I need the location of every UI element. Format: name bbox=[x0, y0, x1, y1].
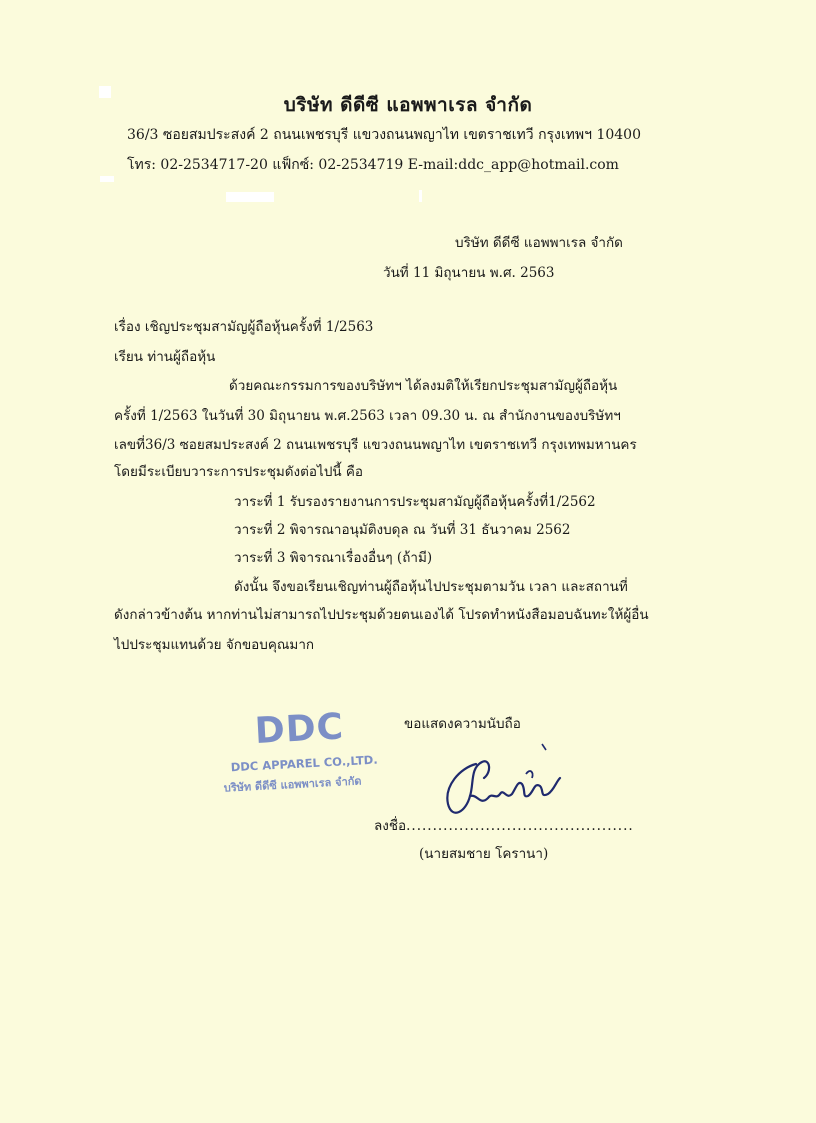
agenda-item: วาระที่ 3 พิจารณาเรื่องอื่นๆ (ถ้ามี) bbox=[234, 550, 433, 566]
handwritten-signature bbox=[430, 738, 580, 824]
body-line: ดังนั้น จึงขอเรียนเชิญท่านผู้ถือหุ้นไปประชุมตามวัน เวลา และสถานที่ bbox=[234, 579, 628, 595]
company-stamp bbox=[220, 701, 404, 800]
company-name: บริษัท ดีดีซี แอพพาเรล จำกัด bbox=[283, 94, 533, 116]
scan-mark bbox=[419, 190, 422, 202]
scan-mark bbox=[100, 176, 114, 182]
stamp-logo: DDC bbox=[253, 706, 346, 752]
body-line: ไปประชุมแทนด้วย จักขอบคุณมาก bbox=[114, 637, 315, 653]
signature-label-line bbox=[374, 814, 634, 836]
body-line: เลขที่36/3 ซอยสมประสงค์ 2 ถนนเพชรบุรี แขวงถนนพญาไท เขตราชเทวี กรุงเทพมหานคร bbox=[114, 437, 637, 453]
body-line: ครั้งที่ 1/2563 ในวันที่ 30 มิถุนายน พ.ศ.2563 เวลา 09.30 น. ณ สำนักงานของบริษัทฯ bbox=[114, 408, 621, 424]
agenda-item: วาระที่ 1 รับรองรายงานการประชุมสามัญผู้ถือหุ้นครั้งที่1/2562 bbox=[234, 494, 596, 510]
signature-dotted-line: ........................................... bbox=[406, 818, 634, 834]
salutation: เรียน ท่านผู้ถือหุ้น bbox=[114, 349, 216, 365]
closing: ขอแสดงความนับถือ bbox=[404, 716, 521, 732]
body-line: ดังกล่าวข้างต้น หากท่านไม่สามารถไปประชุมด้วยตนเองได้ โปรดทำหนังสือมอบฉันทะให้ผู้อื่น bbox=[114, 607, 649, 623]
company-contact: โทร: 02-2534717-20 แฟ็กซ์: 02-2534719 E-mail:ddc_app@hotmail.com bbox=[127, 157, 619, 173]
letter-date: วันที่ 11 มิถุนายน พ.ศ. 2563 bbox=[383, 265, 555, 281]
signatory-name: (นายสมชาย โครานา) bbox=[419, 846, 549, 862]
sender-company: บริษัท ดีดีซี แอพพาเรล จำกัด bbox=[455, 235, 623, 251]
stamp-name-th: บริษัท ดีดีซี แอพพาเรล จำกัด bbox=[223, 774, 362, 795]
scan-mark bbox=[226, 192, 274, 202]
company-address: 36/3 ซอยสมประสงค์ 2 ถนนเพชรบุรี แขวงถนนพญาไท เขตราชเทวี กรุงเทพฯ 10400 bbox=[127, 127, 641, 143]
stamp-name-en: DDC APPAREL CO.,LTD. bbox=[230, 752, 378, 775]
body-line: ด้วยคณะกรรมการของบริษัทฯ ได้ลงมติให้เรียกประชุมสามัญผู้ถือหุ้น bbox=[229, 378, 618, 394]
agenda-item: วาระที่ 2 พิจารณาอนุมัติงบดุล ณ วันที่ 31 ธันวาคม 2562 bbox=[234, 522, 571, 538]
body-line: โดยมีระเบียบวาระการประชุมดังต่อไปนี้ คือ bbox=[114, 464, 364, 480]
signature-label: ลงชื่อ bbox=[374, 818, 407, 834]
subject-line: เรื่อง เชิญประชุมสามัญผู้ถือหุ้นครั้งที่ 1/2563 bbox=[114, 319, 374, 335]
